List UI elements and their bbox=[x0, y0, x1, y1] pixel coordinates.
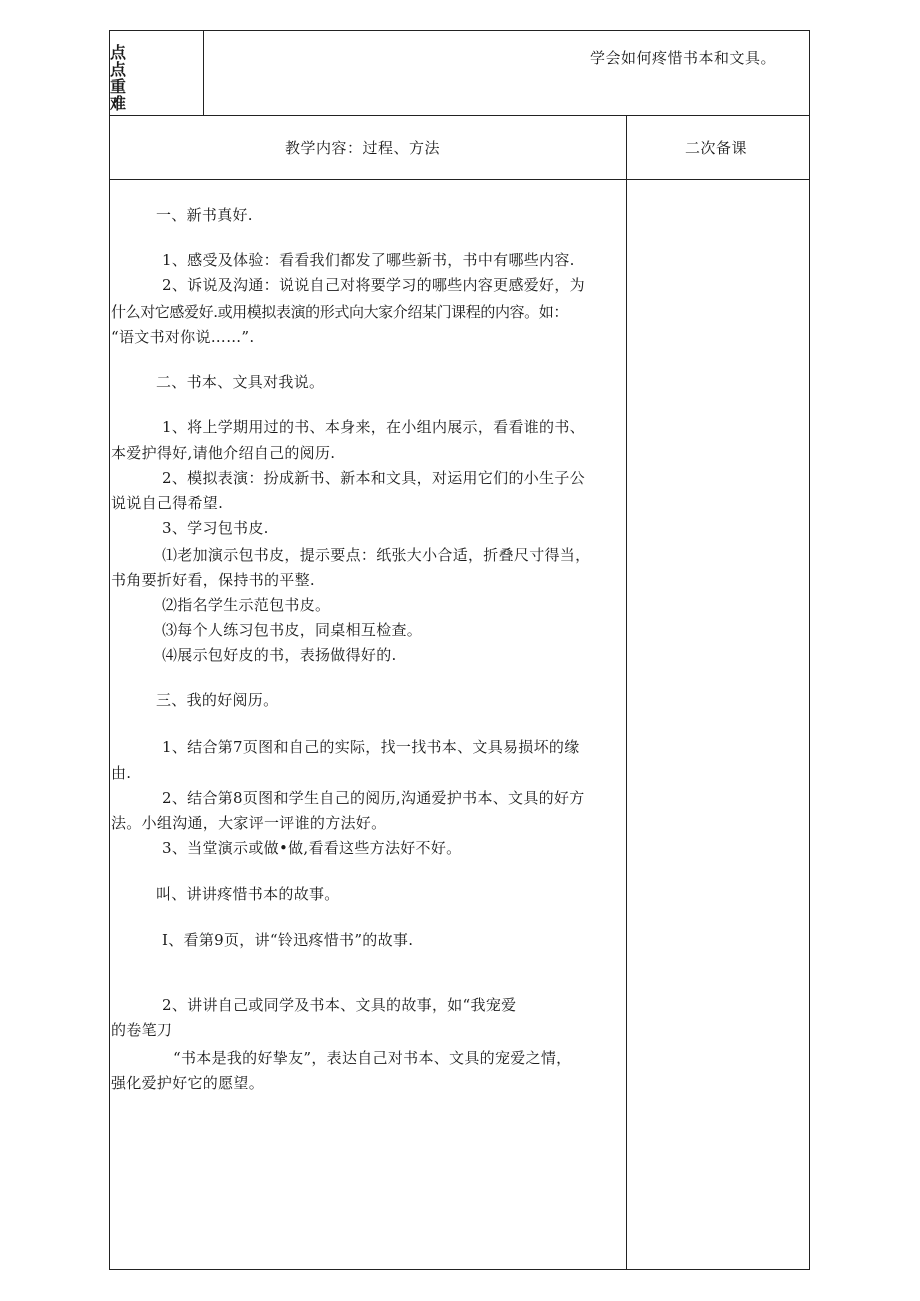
column-title-side: 二次备课 bbox=[685, 139, 748, 157]
content-line: 2、结合第8页图和学生自己的阅历,沟通爱护书本、文具的好方 bbox=[162, 789, 585, 807]
label-column-divider bbox=[203, 30, 204, 115]
content-line: 什么对它感爱好.或用模拟表演的形式向大家介绍某门课程的内容。如： bbox=[111, 303, 568, 321]
content-line: I、看第9页，讲“铃迅疼惜书”的故事. bbox=[162, 931, 414, 949]
content-line: 2、诉说及沟通：说说自己对将要学习的哪些内容更感爱好，为 bbox=[162, 276, 585, 294]
content-line: 书角要折好看，保持书的平整. bbox=[111, 571, 315, 589]
label-char: 点 bbox=[110, 60, 126, 79]
content-line: ⑵指名学生示范包书皮。 bbox=[162, 596, 331, 614]
key-difficult-points-label bbox=[110, 44, 140, 112]
content-line: ⑶每个人练习包书皮，同桌相互检查。 bbox=[162, 621, 423, 639]
goal-text: 学会如何疼惜书本和文具。 bbox=[590, 49, 777, 67]
section-heading: 二、书本、文具对我说。 bbox=[156, 373, 325, 391]
content-line: 的卷笔刀 bbox=[111, 1021, 173, 1039]
content-line: 1、将上学期用过的书、本身来，在小组内展示，看看谁的书、 bbox=[162, 418, 585, 436]
content-line: 3、学习包书皮. bbox=[162, 519, 269, 537]
row-divider-top bbox=[109, 115, 810, 116]
content-line: 说说自己得希望. bbox=[111, 494, 224, 512]
label-char: 点 bbox=[110, 43, 126, 62]
section-heading: 一、新书真好. bbox=[156, 206, 253, 224]
content-line: ⑷展示包好皮的书，表扬做得好的. bbox=[162, 646, 397, 664]
content-line: 由. bbox=[111, 764, 132, 782]
side-column-divider bbox=[626, 115, 627, 1270]
content-line: 1、结合第7页图和自己的实际，找一找书本、文具易损坏的缘 bbox=[162, 738, 580, 756]
content-line: 本爱护得好,请他介绍自己的阅历. bbox=[111, 444, 336, 462]
section-heading: 叫、讲讲疼惜书本的故事。 bbox=[156, 885, 340, 903]
content-line: 3、当堂演示或做•做,看看这些方法好不好。 bbox=[162, 839, 462, 857]
content-line: ⑴老加演示包书皮，提示要点：纸张大小合适，折叠尺寸得当， bbox=[162, 546, 591, 564]
row-divider-header bbox=[109, 179, 810, 180]
content-line: 法。小组沟通，大家评一评谁的方法好。 bbox=[111, 814, 387, 832]
content-line: 1、感受及体验：看看我们都发了哪些新书，书中有哪些内容. bbox=[162, 251, 575, 269]
label-char: 重 bbox=[110, 77, 126, 96]
content-line: 2、模拟表演：扮成新书、新本和文具，对运用它们的小生子公 bbox=[162, 469, 585, 487]
content-line: “语文书对你说……”. bbox=[111, 328, 255, 346]
content-line: 2、讲讲自己或同学及书本、文具的故事，如“我宠爱 bbox=[162, 996, 517, 1014]
section-heading: 三、我的好阅历。 bbox=[156, 691, 279, 709]
content-line: 强化爱护好它的愿望。 bbox=[111, 1074, 265, 1092]
column-title-main: 教学内容：过程、方法 bbox=[285, 139, 441, 157]
label-char: 难 bbox=[110, 94, 126, 113]
content-line: “书本是我的好挚友”，表达自己对书本、文具的宠爱之情， bbox=[173, 1049, 572, 1067]
